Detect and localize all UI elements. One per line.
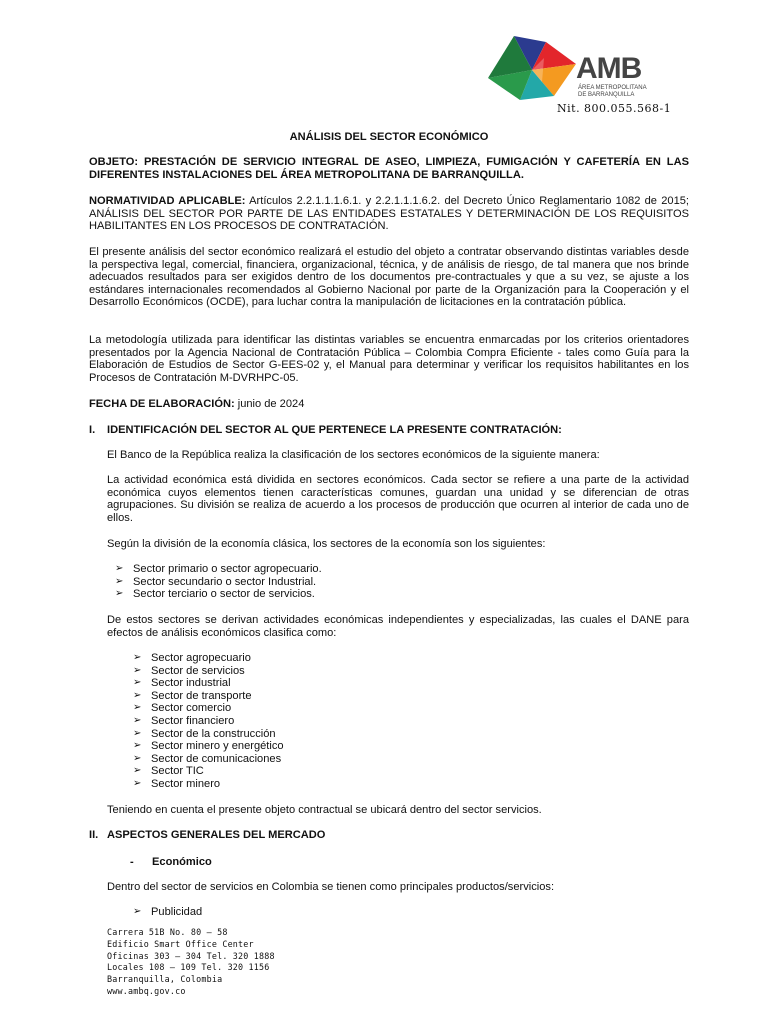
section-2-sub-heading: Económico bbox=[152, 856, 212, 868]
section-1-paragraph-2: La actividad económica está dividida en sectores económicos. Cada sector se refiere a una parte de la actividad económica cuyos elementos tienen características comunes, guardan una unidad y se diferencian de otras agrupaciones. Su división se realiza de acuerdo a los procesos de producción que ocurren al interior de cada uno de ellos. bbox=[107, 474, 689, 524]
section-1-paragraph-1: El Banco de la República realiza la clasificación de los sectores económicos de la siguiente manera: bbox=[107, 449, 600, 461]
list-item: ➢ Sector financiero bbox=[133, 714, 235, 727]
arrow-bullet-icon: ➢ bbox=[115, 575, 124, 587]
dane-sectors-list bbox=[133, 652, 284, 791]
arrow-bullet-icon: ➢ bbox=[133, 702, 142, 714]
list-item: ➢ Sector TIC bbox=[133, 765, 204, 778]
fecha-label: FECHA DE ELABORACIÓN: bbox=[89, 398, 235, 410]
list-item: ➢ Sector de transporte bbox=[133, 689, 252, 702]
list-item: ➢ Sector secundario o sector Industrial. bbox=[115, 575, 317, 588]
intro-paragraph-2: La metodología utilizada para identificar las distintas variables se encuentra enmarcadas por los criterios orientadores presentados por la Agencia Nacional de Contratación Pública – Colombia Compra Eficiente - tales como Guía para la Elaboración de Estudios de Sector G-EES-02 y, el Manual para determinar y verificar los requisitos habilitantes en los Procesos de Contratación M-DVRHPC-05. bbox=[89, 334, 689, 384]
fecha-value: junio de 2024 bbox=[234, 398, 305, 410]
footer-line: Locales 108 – 109 Tel. 320 1156 bbox=[107, 962, 270, 973]
list-item: ➢ Sector comercio bbox=[133, 702, 232, 715]
classic-sectors-list bbox=[115, 563, 322, 601]
list-item: ➢ Sector de la construcción bbox=[133, 727, 276, 740]
normatividad-paragraph bbox=[89, 195, 689, 233]
arrow-bullet-icon: ➢ bbox=[133, 664, 142, 676]
services-list bbox=[133, 906, 202, 919]
footer-website-link[interactable]: www.ambq.gov.co bbox=[107, 985, 186, 996]
amb-logo bbox=[484, 30, 664, 104]
objeto-paragraph: OBJETO: PRESTACIÓN DE SERVICIO INTEGRAL DE ASEO, LIMPIEZA, FUMIGACIÓN Y CAFETERÍA EN LAS DIFERENTES INSTALACIONES DEL ÁREA METROPOLITANA DE BARRANQUILLA. bbox=[89, 156, 689, 181]
arrow-bullet-icon: ➢ bbox=[133, 777, 142, 789]
normatividad-label: NORMATIVIDAD APLICABLE: bbox=[89, 195, 246, 207]
list-item: ➢ Sector industrial bbox=[133, 677, 231, 690]
footer-line: Carrera 51B No. 80 – 58 bbox=[107, 927, 228, 937]
fecha-elaboracion bbox=[89, 398, 689, 411]
footer-line: Barranquilla, Colombia bbox=[107, 974, 223, 985]
list-item: ➢ Sector primario o sector agropecuario. bbox=[115, 563, 322, 575]
amb-pinwheel-icon bbox=[484, 30, 580, 104]
list-item: ➢ Sector de comunicaciones bbox=[133, 752, 282, 765]
list-item: ➢ Sector agropecuario bbox=[133, 652, 251, 664]
list-item: ➢ Sector minero y energético bbox=[133, 740, 284, 753]
intro-paragraph-1: El presente análisis del sector económico realizará el estudio del objeto a contratar observando distintas variables desde la perspectiva legal, comercial, financiera, organizacional, técnica, y de análisis de riesgo, de tal manera que nos brinde adecuados resultados para ser exigidos dentro de los documentos pre-contractuales y que a su vez, se ajuste a los estándares internacionales recomendados al Gobierno Nacional por parte de la Organización para la Cooperación y el Desarrollo Económicos (OCDE), para luchar contra la manipulación de licitaciones en la contratación pública. bbox=[89, 246, 689, 309]
arrow-bullet-icon: ➢ bbox=[115, 563, 124, 574]
logo-subtitle-line1: ÁREA METROPOLITANA bbox=[578, 85, 647, 91]
nit-number: Nit. 800.055.568-1 bbox=[557, 102, 672, 115]
section-2-heading: ASPECTOS GENERALES DEL MERCADO bbox=[107, 829, 326, 841]
normatividad-text: Artículos 2.2.1.1.1.6.1. y 2.2.1.1.1.6.2. del Decreto Único Reglamentario 1082 de 2015; ANÁLISIS DEL SECTOR POR PARTE DE LAS ENTIDADES ESTATALES Y DETERMINACIÓN DE LOS REQUISITOS HABILITANTES EN LOS PROCESOS DE CONTRATACIÓN. bbox=[89, 195, 689, 233]
arrow-bullet-icon: ➢ bbox=[133, 752, 142, 764]
footer-address bbox=[107, 927, 275, 998]
section-1-paragraph-3: Según la división de la economía clásica, los sectores de la economía son los siguientes: bbox=[107, 538, 546, 550]
arrow-bullet-icon: ➢ bbox=[133, 714, 142, 726]
list-item: ➢ Publicidad bbox=[133, 906, 203, 918]
list-item: ➢ Sector terciario o sector de servicios. bbox=[115, 588, 315, 601]
page-title: ANÁLISIS DEL SECTOR ECONÓMICO bbox=[289, 131, 489, 143]
arrow-bullet-icon: ➢ bbox=[115, 588, 124, 600]
footer-line: Edificio Smart Office Center bbox=[107, 938, 254, 949]
arrow-bullet-icon: ➢ bbox=[133, 727, 142, 739]
arrow-bullet-icon: ➢ bbox=[133, 906, 142, 917]
logo-subtitle-line2: DE BARRANQUILLA bbox=[578, 92, 635, 98]
section-1-number: I. bbox=[89, 424, 96, 436]
section-1-heading: IDENTIFICACIÓN DEL SECTOR AL QUE PERTENECE LA PRESENTE CONTRATACIÓN: bbox=[107, 424, 562, 436]
list-item: ➢ Sector de servicios bbox=[133, 664, 245, 677]
section-2-sub-bullet: - bbox=[130, 856, 134, 868]
footer-line: Oficinas 303 – 304 Tel. 320 1888 bbox=[107, 950, 275, 961]
arrow-bullet-icon: ➢ bbox=[133, 740, 142, 752]
arrow-bullet-icon: ➢ bbox=[133, 652, 142, 663]
arrow-bullet-icon: ➢ bbox=[133, 677, 142, 689]
arrow-bullet-icon: ➢ bbox=[133, 765, 142, 777]
list-item: ➢ Sector minero bbox=[133, 777, 221, 790]
section-2-number: II. bbox=[89, 829, 99, 841]
section-2-paragraph-1: Dentro del sector de servicios en Colombia se tienen como principales productos/servicios: bbox=[107, 881, 555, 893]
section-1-paragraph-5: Teniendo en cuenta el presente objeto contractual se ubicará dentro del sector servicios. bbox=[107, 804, 542, 816]
arrow-bullet-icon: ➢ bbox=[133, 689, 142, 701]
section-1-paragraph-4: De estos sectores se derivan actividades económicas independientes y especializadas, las cuales el DANE para efectos de análisis económicos clasifica como: bbox=[107, 614, 689, 639]
logo-text: AMB bbox=[576, 52, 642, 85]
